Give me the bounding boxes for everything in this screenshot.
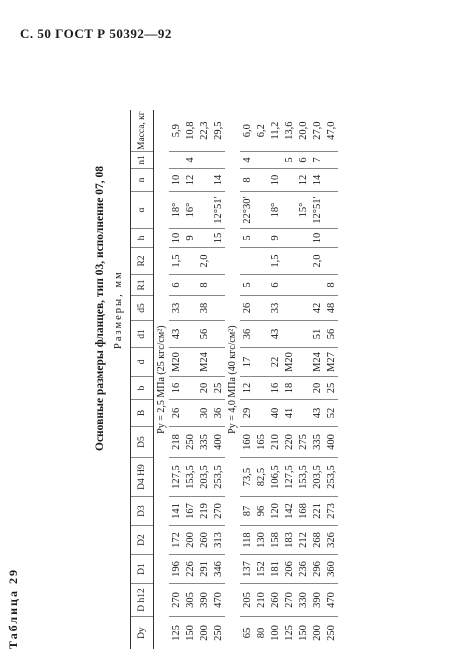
table-cell: 56 [197, 321, 211, 348]
table-cell: 2,0 [310, 248, 324, 275]
table-cell: 127,5 [169, 458, 183, 497]
table-cell: 18° [169, 192, 183, 229]
column-header: D3 [131, 497, 154, 526]
table-cell: 4 [183, 152, 197, 169]
table-cell: 10 [310, 229, 324, 248]
column-header: D4 H9 [131, 458, 154, 497]
column-header: B [131, 400, 154, 427]
table-cell: 22,3 [197, 110, 211, 151]
table-row [268, 110, 282, 649]
table-cell: 11,2 [268, 110, 282, 151]
table-cell [282, 169, 296, 192]
table-cell: M24 [197, 348, 211, 377]
table-cell: 470 [324, 584, 338, 617]
table-cell: 26 [169, 400, 183, 427]
table-cell: 7 [310, 152, 324, 169]
table-cell [211, 152, 225, 169]
table-cell: 326 [324, 526, 338, 555]
table-cell: 41 [282, 400, 296, 427]
table-cell [254, 248, 268, 275]
table-cell: 218 [169, 427, 183, 458]
table-cell: 20 [197, 377, 211, 400]
column-header: d [131, 348, 154, 377]
table-cell: 212 [296, 526, 310, 555]
table-cell [183, 321, 197, 348]
table-cell: 275 [296, 427, 310, 458]
table-cell: 14 [310, 169, 324, 192]
table-cell: 390 [310, 584, 324, 617]
table-cell: 5,9 [169, 110, 183, 151]
table-cell: 6 [169, 275, 183, 296]
dimensions-label: Размеры, мм [113, 270, 124, 349]
table-cell: M27 [324, 348, 338, 377]
table-cell: 137 [240, 555, 254, 584]
table-cell [211, 275, 225, 296]
table-cell: 172 [169, 526, 183, 555]
table-cell: 42 [310, 296, 324, 321]
table-cell [183, 296, 197, 321]
table-cell: 12 [296, 169, 310, 192]
table-cell: 220 [282, 427, 296, 458]
table-cell: 210 [268, 427, 282, 458]
table-cell: 183 [282, 526, 296, 555]
table-number: Таблица 29 [6, 568, 20, 649]
table-cell: 400 [324, 427, 338, 458]
table-cell: 260 [197, 526, 211, 555]
table-cell: 250 [212, 625, 224, 641]
table-cell: 13,6 [282, 110, 296, 151]
table-row [324, 110, 338, 649]
table-cell: 273 [324, 497, 338, 526]
table-cell: 8 [324, 275, 338, 296]
table-row [296, 110, 310, 649]
table-cell [197, 169, 211, 192]
table-cell: 200 [183, 526, 197, 555]
table-cell: 12°51′ [211, 192, 225, 229]
table-cell: 47,0 [324, 110, 338, 151]
table-cell: 167 [183, 497, 197, 526]
table-cell: 9 [183, 229, 197, 248]
table-cell: 40 [268, 400, 282, 427]
table-cell: 200 [198, 625, 210, 641]
table-cell [268, 152, 282, 169]
table-cell: 219 [197, 497, 211, 526]
table-cell [324, 152, 338, 169]
table-cell: 118 [240, 526, 254, 555]
table-cell: 153,5 [296, 458, 310, 497]
table-cell: M24 [310, 348, 324, 377]
table-cell: 141 [169, 497, 183, 526]
table-cell: 335 [197, 427, 211, 458]
table-cell [282, 321, 296, 348]
table-cell: 10 [169, 169, 183, 192]
table-cell: 15° [296, 192, 310, 229]
table-cell [282, 248, 296, 275]
table-cell: 82,5 [254, 458, 268, 497]
table-cell [254, 348, 268, 377]
table-caption: Основные размеры фланцев, тип 03, исполнение 07, 08 [94, 165, 106, 451]
table-cell: 127,5 [282, 458, 296, 497]
column-header: Dy [131, 617, 154, 650]
section-title: Py = 4,0 МПа (40 кгс/см²) [227, 325, 238, 434]
table-cell [254, 152, 268, 169]
table-cell: 268 [310, 526, 324, 555]
table-cell: 203,5 [197, 458, 211, 497]
table-cell: 313 [211, 526, 225, 555]
table-cell [254, 169, 268, 192]
table-cell: 236 [296, 555, 310, 584]
table-cell: M20 [282, 348, 296, 377]
table-cell: 291 [197, 555, 211, 584]
table-cell: M20 [169, 348, 183, 377]
table-cell: 33 [268, 296, 282, 321]
table-cell: 165 [254, 427, 268, 458]
table-cell: 22 [268, 348, 282, 377]
table-header-row [131, 110, 154, 649]
table-cell [296, 229, 310, 248]
table-cell: 360 [324, 555, 338, 584]
table-cell [254, 400, 268, 427]
section-title-row [154, 110, 170, 649]
table-cell: 22°30′ [240, 192, 254, 229]
table-cell: 8 [240, 169, 254, 192]
table-cell: 36 [240, 321, 254, 348]
table-cell: 181 [268, 555, 282, 584]
table-cell: 221 [310, 497, 324, 526]
table-cell: 346 [211, 555, 225, 584]
table-cell: 43 [268, 321, 282, 348]
table-cell [254, 296, 268, 321]
flange-dimensions-table [130, 110, 338, 649]
column-header: n [131, 169, 154, 192]
table-cell: 56 [324, 321, 338, 348]
table-cell: 29 [240, 400, 254, 427]
table-cell [254, 321, 268, 348]
table-cell: 4 [240, 152, 254, 169]
table-cell [183, 248, 197, 275]
table-cell: 200 [311, 625, 323, 641]
column-header: d1 [131, 321, 154, 348]
table-row [211, 110, 225, 649]
table-cell: 305 [183, 584, 197, 617]
table-cell: 203,5 [310, 458, 324, 497]
table-row [310, 110, 324, 649]
table-cell: 335 [310, 427, 324, 458]
table-cell [183, 400, 197, 427]
table-cell: 400 [211, 427, 225, 458]
page-header: С. 50 ГОСТ Р 50392—92 [20, 26, 172, 41]
table-cell: 153,5 [183, 458, 197, 497]
table-cell: 18 [282, 377, 296, 400]
column-header: D2 [131, 526, 154, 555]
table-cell: 52 [324, 400, 338, 427]
table-cell: 20,0 [296, 110, 310, 151]
column-header: n1 [131, 152, 154, 169]
table-cell: 6,0 [240, 110, 254, 151]
table-cell: 5 [240, 229, 254, 248]
table-cell: 125 [283, 625, 295, 641]
table-cell: 2,0 [197, 248, 211, 275]
table-cell: 206 [282, 555, 296, 584]
table-cell [282, 192, 296, 229]
table-row [254, 110, 268, 649]
table-cell: 65 [241, 627, 253, 639]
table-cell: 150 [297, 625, 309, 641]
table-cell: 29,5 [211, 110, 225, 151]
column-header: D1 [131, 555, 154, 584]
table-cell [282, 275, 296, 296]
table-row [282, 110, 296, 649]
column-header: d5 [131, 296, 154, 321]
table-cell [254, 192, 268, 229]
table-cell: 5 [282, 152, 296, 169]
table-cell [296, 321, 310, 348]
table-cell [197, 192, 211, 229]
table-cell: 330 [296, 584, 310, 617]
table-cell [324, 169, 338, 192]
column-header: R2 [131, 248, 154, 275]
table-cell: 25 [211, 377, 225, 400]
table-cell [211, 248, 225, 275]
table-cell: 12 [240, 377, 254, 400]
column-header: h [131, 229, 154, 248]
table-cell [310, 275, 324, 296]
table-cell: 296 [310, 555, 324, 584]
table-cell [324, 229, 338, 248]
table-cell: 158 [268, 526, 282, 555]
table-cell [254, 377, 268, 400]
table-cell [296, 348, 310, 377]
table-cell: 16 [169, 377, 183, 400]
column-header: b [131, 377, 154, 400]
table-row [183, 110, 197, 649]
table-cell [183, 348, 197, 377]
table-cell [324, 192, 338, 229]
table-cell [211, 296, 225, 321]
table-cell: 51 [310, 321, 324, 348]
table-cell: 73,5 [240, 458, 254, 497]
table-cell [254, 275, 268, 296]
column-header: Масса, кг [131, 110, 154, 151]
table-cell [324, 248, 338, 275]
table-cell [296, 377, 310, 400]
table-cell [197, 229, 211, 248]
table-cell: 16 [268, 377, 282, 400]
table-cell: 226 [183, 555, 197, 584]
table-row [169, 110, 183, 649]
table-cell: 16° [183, 192, 197, 229]
column-header: R1 [131, 275, 154, 296]
table-cell [183, 275, 197, 296]
table-cell: 125 [170, 625, 182, 641]
table-cell [169, 152, 183, 169]
table-row [197, 110, 211, 649]
table-cell: 33 [169, 296, 183, 321]
table-cell [240, 248, 254, 275]
table-cell: 43 [310, 400, 324, 427]
table-cell: 10 [268, 169, 282, 192]
table-cell [296, 296, 310, 321]
table-cell: 168 [296, 497, 310, 526]
table-cell: 15 [211, 229, 225, 248]
column-header: D h12 [131, 584, 154, 617]
table-cell [197, 152, 211, 169]
table-cell: 25 [324, 377, 338, 400]
table-cell [296, 275, 310, 296]
table-cell: 43 [169, 321, 183, 348]
table-row [240, 110, 254, 649]
table-cell: 87 [240, 497, 254, 526]
table-cell: 36 [211, 400, 225, 427]
table-cell: 80 [255, 627, 267, 639]
table-cell [282, 296, 296, 321]
table-cell [282, 229, 296, 248]
table-cell: 8 [197, 275, 211, 296]
table-cell: 30 [197, 400, 211, 427]
table-cell: 270 [169, 584, 183, 617]
table-cell: 10 [169, 229, 183, 248]
table-cell: 253,5 [324, 458, 338, 497]
column-header: D5 [131, 427, 154, 458]
table-cell: 142 [282, 497, 296, 526]
table-cell: 18° [268, 192, 282, 229]
table-cell: 390 [197, 584, 211, 617]
table-cell: 160 [240, 427, 254, 458]
table-cell: 26 [240, 296, 254, 321]
table-cell: 106,5 [268, 458, 282, 497]
table-cell: 48 [324, 296, 338, 321]
section-title-row [225, 110, 240, 649]
table-cell: 1,5 [169, 248, 183, 275]
table-cell: 14 [211, 169, 225, 192]
table-cell: 130 [254, 526, 268, 555]
table-cell [211, 321, 225, 348]
column-header: α [131, 192, 154, 229]
table-cell: 38 [197, 296, 211, 321]
table-cell [211, 348, 225, 377]
table-cell: 6 [268, 275, 282, 296]
table-cell: 196 [169, 555, 183, 584]
table-cell: 205 [240, 584, 254, 617]
table-cell: 12 [183, 169, 197, 192]
table-cell: 5 [240, 275, 254, 296]
table-cell [296, 400, 310, 427]
table-cell: 260 [268, 584, 282, 617]
table-cell: 12°51′ [310, 192, 324, 229]
table-cell: 10,8 [183, 110, 197, 151]
table-cell: 250 [325, 625, 337, 641]
table-cell: 250 [183, 427, 197, 458]
table-cell: 9 [268, 229, 282, 248]
table-cell: 270 [211, 497, 225, 526]
section-title: Py = 2,5 МПа (25 кгс/см²) [156, 325, 167, 434]
table-cell: 6 [296, 152, 310, 169]
table-cell [183, 377, 197, 400]
table-cell: 20 [310, 377, 324, 400]
table-cell: 120 [268, 497, 282, 526]
table-cell: 1,5 [268, 248, 282, 275]
table-cell: 152 [254, 555, 268, 584]
table-cell [254, 229, 268, 248]
table-cell: 270 [282, 584, 296, 617]
table-cell: 100 [269, 625, 281, 641]
table-cell: 470 [211, 584, 225, 617]
table-cell: 27,0 [310, 110, 324, 151]
table-cell: 210 [254, 584, 268, 617]
table-cell [296, 248, 310, 275]
table-cell: 17 [240, 348, 254, 377]
table-cell: 150 [184, 625, 196, 641]
table-cell: 253,5 [211, 458, 225, 497]
table-cell: 6,2 [254, 110, 268, 151]
table-cell: 96 [254, 497, 268, 526]
